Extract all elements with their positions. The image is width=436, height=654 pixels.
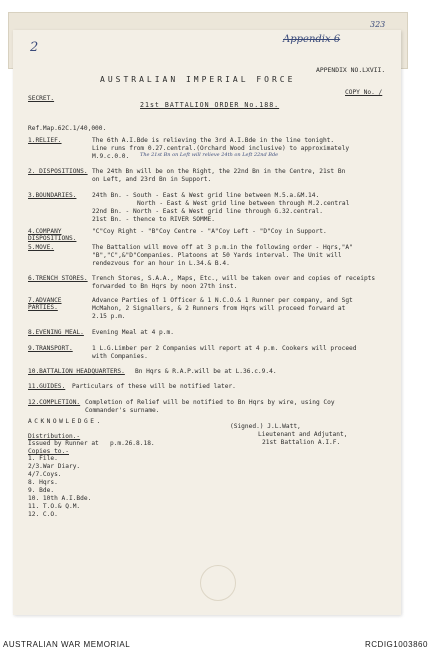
para-line: The 24th Bn will be on the Right, the 22nd Bn in the Centre, 21st Bn: [92, 168, 346, 175]
para-line: on Left, and 23rd Bn in Support.: [92, 176, 212, 183]
para-line: Completion of Relief will be notified to Bn Hqrs by wire, using Coy: [85, 399, 335, 406]
list-item: 12. C.O.: [28, 511, 58, 518]
para-line: 21st Bn. - thence to RIVER SOMME.: [92, 216, 215, 223]
para-line: Trench Stores, S.A.A., Maps, Etc., will be taken over and copies of receipts: [92, 275, 376, 282]
para-line: 24th Bn. - South - East & West grid line between M.5.a.&M.14.: [92, 192, 320, 199]
document-page: [13, 30, 401, 615]
para-label: 5.MOVE.: [28, 244, 55, 251]
para-line: North - East & West grid line between through M.2.central: [137, 200, 350, 207]
para-label: 9.TRANSPORT.: [28, 345, 73, 352]
para-line: 22nd Bn. - North - East & West grid line through G.32.central.: [92, 208, 323, 215]
para-line: 1 L.G.Limber per 2 Companies will report at 4 p.m. Cookers will proceed: [92, 345, 357, 352]
para-line: Commander's surname.: [85, 407, 160, 414]
secret-label: SECRET.: [28, 95, 55, 102]
para-line: Advance Parties of 1 Officer & 1 N.C.O.& 1 Runner per company, and Sgt: [92, 297, 353, 304]
signature-line: (Signed.) J.L.Watt,: [230, 423, 301, 430]
para-label: 7.ADVANCE PARTIES.: [28, 297, 62, 311]
order-title: 21st BATTALION ORDER No.188.: [140, 101, 280, 109]
appendix-number: APPENDIX NO.LXVII.: [316, 66, 386, 74]
list-item: 4/7.Coys.: [28, 471, 62, 478]
para-line: The Battalion will move off at 3 p.m.in the following order - Hqrs,"A": [92, 244, 353, 251]
para-label: 3.BOUNDARIES.: [28, 192, 77, 199]
copy-number: COPY No. /: [345, 89, 383, 96]
list-item: 2/3.War Diary.: [28, 463, 81, 470]
handwritten-note: The 21st Bn on Left will relieve 24th on Left 22nd Bde: [140, 152, 279, 158]
para-line: "C"Coy Right - "B"Coy Centre - "A"Coy Left - "D"Coy in Support.: [92, 228, 327, 235]
para-label: 11.GUIDES.: [28, 383, 66, 390]
handwritten-mark: 2: [30, 40, 39, 55]
para-line: Particulars of these will be notified later.: [72, 383, 236, 390]
para-line: Evening Meal at 4 p.m.: [92, 329, 174, 336]
embossed-seal: [200, 565, 236, 601]
para-label: 8.EVENING MEAL.: [28, 329, 84, 336]
para-line: M.9.c.0.0.: [92, 153, 130, 160]
para-line: Line runs from 0.27.central.(Orchard Wood inclusive) to approximately: [92, 145, 350, 152]
para-line: rendezvous for an hour in L.34.& B.4.: [92, 260, 230, 267]
list-item: 1. File.: [28, 455, 58, 462]
list-item: 11. T.O.& Q.M.: [28, 503, 81, 510]
para-line: The 6th A.I.Bde is relieving the 3rd A.I.Bde in the line tonight.: [92, 137, 335, 144]
map-reference: Ref.Map.62C.1/40,000.: [28, 125, 107, 132]
signature-line: 21st Battalion A.I.F.: [262, 439, 341, 446]
list-item: 10. 10th A.I.Bde.: [28, 495, 92, 502]
issued-line: Issued by Runner at p.m.26.8.18.: [28, 440, 155, 447]
copies-heading: Copies to.-: [28, 448, 69, 455]
list-item: 9. Bde.: [28, 487, 55, 494]
para-label: 2. DISPOSITIONS.: [28, 168, 88, 175]
para-line: with Companies.: [92, 353, 148, 360]
document-title: AUSTRALIAN IMPERIAL FORCE: [100, 75, 296, 84]
para-label: 4.COMPANY DISPOSITIONS.: [28, 228, 77, 242]
acknowledge-label: ACKNOWLEDGE.: [28, 418, 103, 425]
footer-id: RCDIG1003860: [365, 640, 428, 649]
para-label: 6.TRENCH STORES.: [28, 275, 88, 282]
para-label: 12.COMPLETION.: [28, 399, 81, 406]
handwritten-page-number: 323: [370, 20, 386, 29]
para-label: 10.BATTALION HEADQUARTERS.: [28, 368, 125, 375]
para-line: forwarded to Bn Hqrs by noon 27th inst.: [92, 283, 238, 290]
para-line: Bn Hqrs & R.A.P.will be at L.36.c.9.4.: [135, 368, 277, 375]
para-line: "B","C",&"D"Companies. Platoons at 50 Yards interval. The Unit will: [92, 252, 342, 259]
list-item: 8. Hqrs.: [28, 479, 58, 486]
para-label: 1.RELIEF.: [28, 137, 62, 144]
footer-credit: AUSTRALIAN WAR MEMORIAL: [3, 640, 131, 649]
distribution-heading: Distribution.-: [28, 433, 81, 440]
handwritten-appendix: Appendix 6: [283, 34, 341, 45]
para-line: McMahon, 2 Signallers, & 2 Runners from Hqrs will proceed forward at: [92, 305, 346, 312]
signature-line: Lieutenant and Adjutant,: [258, 431, 348, 438]
para-line: 2.15 p.m.: [92, 313, 126, 320]
